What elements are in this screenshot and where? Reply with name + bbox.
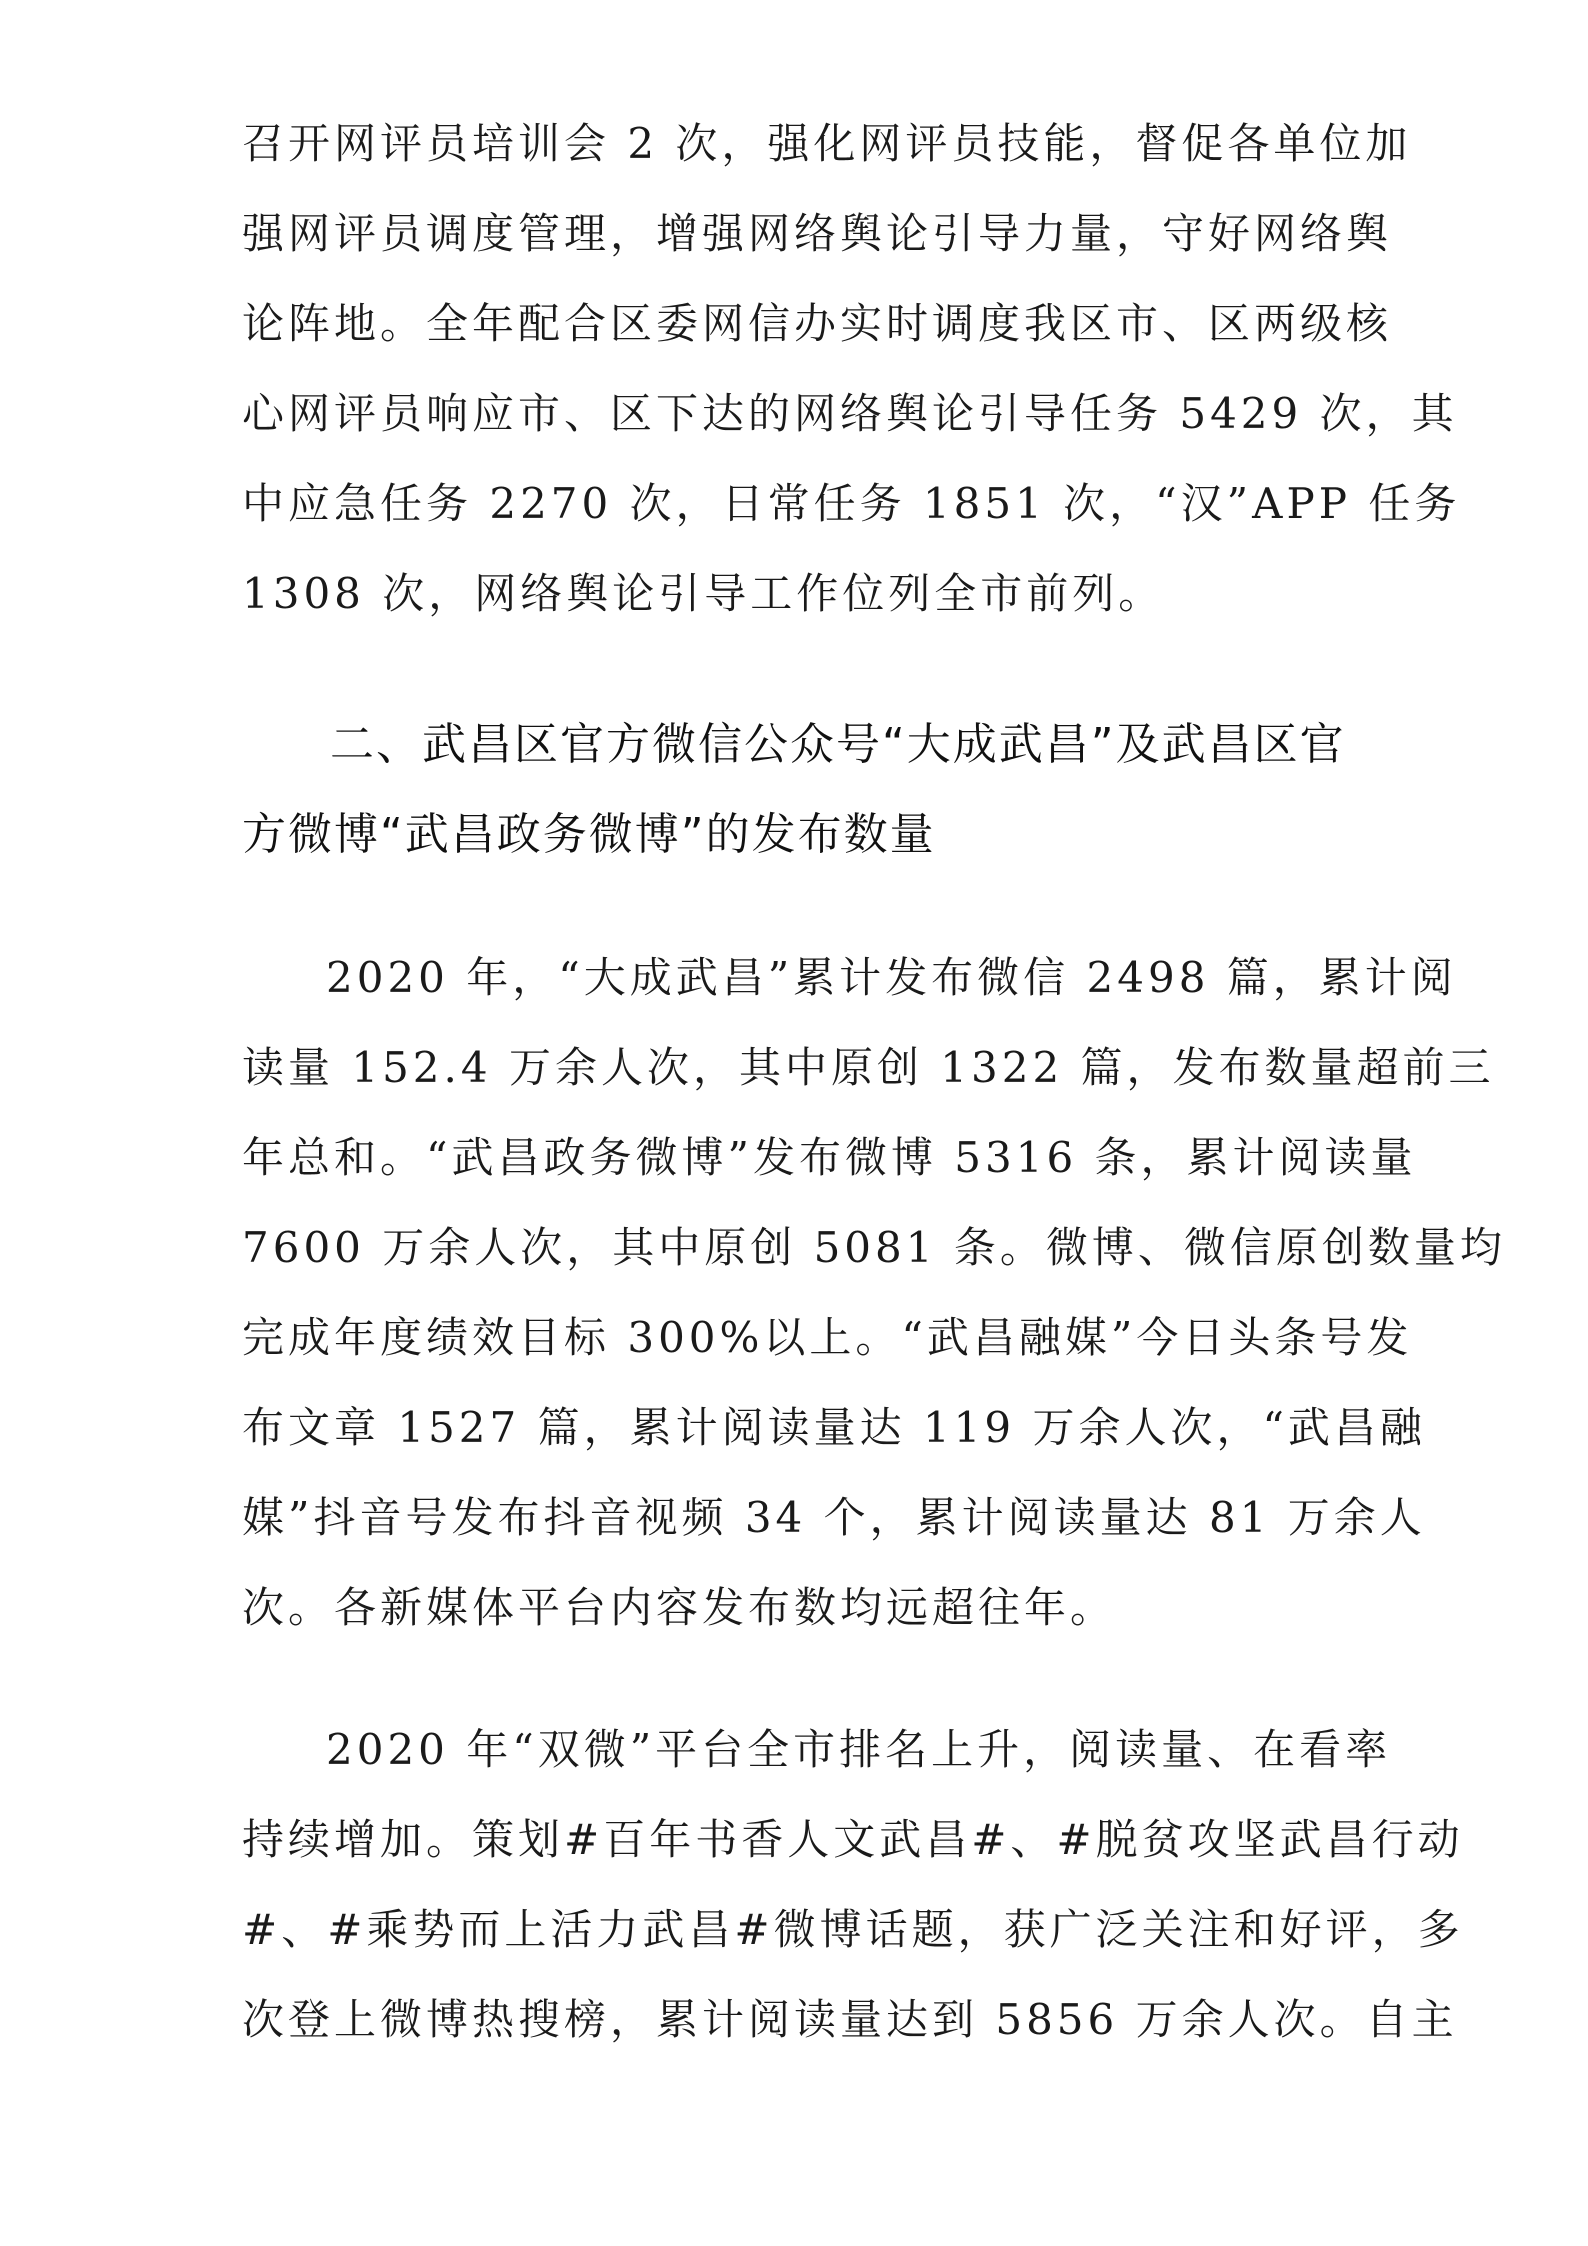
paragraph-3-line-2: 持续增加。策划#百年书香人文武昌#、#脱贫攻坚武昌行动 (242, 1815, 1464, 1864)
paragraph-3-line-1: 2020 年“双微”平台全市排名上升，阅读量、在看率 (326, 1725, 1392, 1774)
paragraph-3-line-4: 次登上微博热搜榜，累计阅读量达到 5856 万余人次。自主 (242, 1995, 1458, 2044)
paragraph-2-line-3: 年总和。“武昌政务微博”发布微博 5316 条，累计阅读量 (242, 1133, 1417, 1182)
paragraph-2-line-2: 读量 152.4 万余人次，其中原创 1322 篇，发布数量超前三 (242, 1043, 1495, 1092)
paragraph-3-line-3: #、#乘势而上活力武昌#微博话题，获广泛关注和好评，多 (242, 1905, 1464, 1954)
paragraph-2-line-8: 次。各新媒体平台内容发布数均远超往年。 (242, 1583, 1117, 1632)
paragraph-1-line-3: 论阵地。全年配合区委网信办实时调度我区市、区两级核 (242, 299, 1393, 348)
section-heading-line-2: 方微博“武昌政务微博”的发布数量 (242, 809, 936, 860)
paragraph-1-line-4: 心网评员响应市、区下达的网络舆论引导任务 5429 次，其 (242, 389, 1458, 438)
paragraph-2-line-5: 完成年度绩效目标 300%以上。“武昌融媒”今日头条号发 (242, 1313, 1413, 1362)
paragraph-1-line-6: 1308 次，网络舆论引导工作位列全市前列。 (242, 569, 1165, 618)
paragraph-2-line-7: 媒”抖音号发布抖音视频 34 个，累计阅读量达 81 万余人 (242, 1493, 1426, 1542)
paragraph-2-line-4: 7600 万余人次，其中原创 5081 条。微博、微信原创数量均 (242, 1223, 1506, 1272)
paragraph-1-line-1: 召开网评员培训会 2 次，强化网评员技能，督促各单位加 (242, 119, 1412, 168)
paragraph-2-line-1: 2020 年，“大成武昌”累计发布微信 2498 篇，累计阅 (326, 953, 1457, 1002)
paragraph-2-line-6: 布文章 1527 篇，累计阅读量达 119 万余人次，“武昌融 (242, 1403, 1426, 1452)
paragraph-1-line-2: 强网评员调度管理，增强网络舆论引导力量，守好网络舆 (242, 209, 1393, 258)
paragraph-1-line-5: 中应急任务 2270 次，日常任务 1851 次，“汉”APP 任务 (242, 479, 1461, 528)
section-heading-line-1: 二、武昌区官方微信公众号“大成武昌”及武昌区官 (330, 719, 1346, 770)
